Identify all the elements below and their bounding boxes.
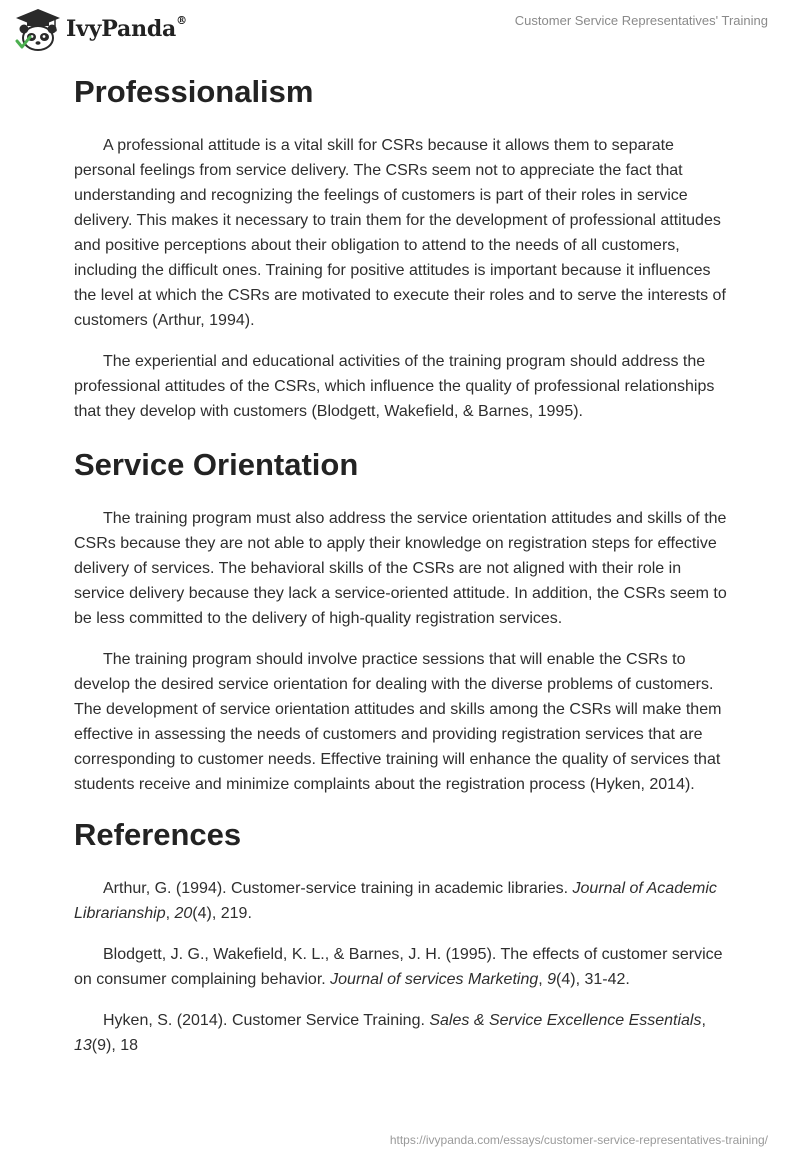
heading-references: References xyxy=(74,817,242,852)
source-url[interactable]: https://ivypanda.com/essays/customer-service-representatives-training/ xyxy=(389,1133,768,1147)
page-header xyxy=(0,0,800,60)
paragraph: A professional attitude is a vital skill for CSRs because it allows them to separate personal feelings from service delivery. The CSRs seem not to appreciate the fact that understanding and recognizing the feelings of customers is part of their roles in service delivery. This makes it necessary to train them for the development of professional attitudes and positive perceptions about their obligation to attend to the needs of all customers, including the difficult ones. Training for positive attitudes is important because it influences the level at which the CSRs are motivated to execute their roles and to serve the interests of customers (Arthur, 1994). xyxy=(74,137,726,329)
document-title: Customer Service Representatives' Training xyxy=(514,13,768,28)
panda-graduate-icon xyxy=(14,7,62,51)
heading-service-orientation: Service Orientation xyxy=(74,447,359,482)
essay-body xyxy=(74,70,734,1058)
paragraph: The training program must also address the service orientation attitudes and skills of the CSRs because they are not able to apply their knowledge on registration steps for effective delivery of services. The behavioral skills of the CSRs are not aligned with their role in service delivery because they lack a service-oriented attitude. In addition, the CSRs seem to be less committed to the delivery of high-quality registration services. xyxy=(74,510,727,627)
reference-item: Blodgett, J. G., Wakefield, K. L., & Barnes, J. H. (1995). The effects of customer service on consumer complaining behavior. Journal of services Marketing, 9(4), 31-42. xyxy=(74,946,723,988)
reference-item: Hyken, S. (2014). Customer Service Training. Sales & Service Excellence Essentials, 13(9), 18 xyxy=(74,1012,706,1054)
paragraph: The training program should involve practice sessions that will enable the CSRs to develop the desired service orientation for dealing with the diverse problems of customers. The development of service orientation attitudes and skills among the CSRs will make them effective in assessing the needs of customers and providing registration services that are corresponding to customer needs. Effective training will enhance the quality of services that students receive and minimize complaints about the registration process (Hyken, 2014). xyxy=(74,651,722,793)
heading-professionalism: Professionalism xyxy=(74,74,314,109)
brand-logo[interactable] xyxy=(14,7,187,51)
paragraph: The experiential and educational activities of the training program should address the professional attitudes of the CSRs, which influence the quality of professional relationships that they develop with customers (Blodgett, Wakefield, & Barnes, 1995). xyxy=(74,353,715,420)
brand-name: IvyPanda® xyxy=(66,14,187,42)
reference-item: Arthur, G. (1994). Customer-service training in academic libraries. Journal of Academic Librarianship, 20(4), 219. xyxy=(74,880,717,922)
